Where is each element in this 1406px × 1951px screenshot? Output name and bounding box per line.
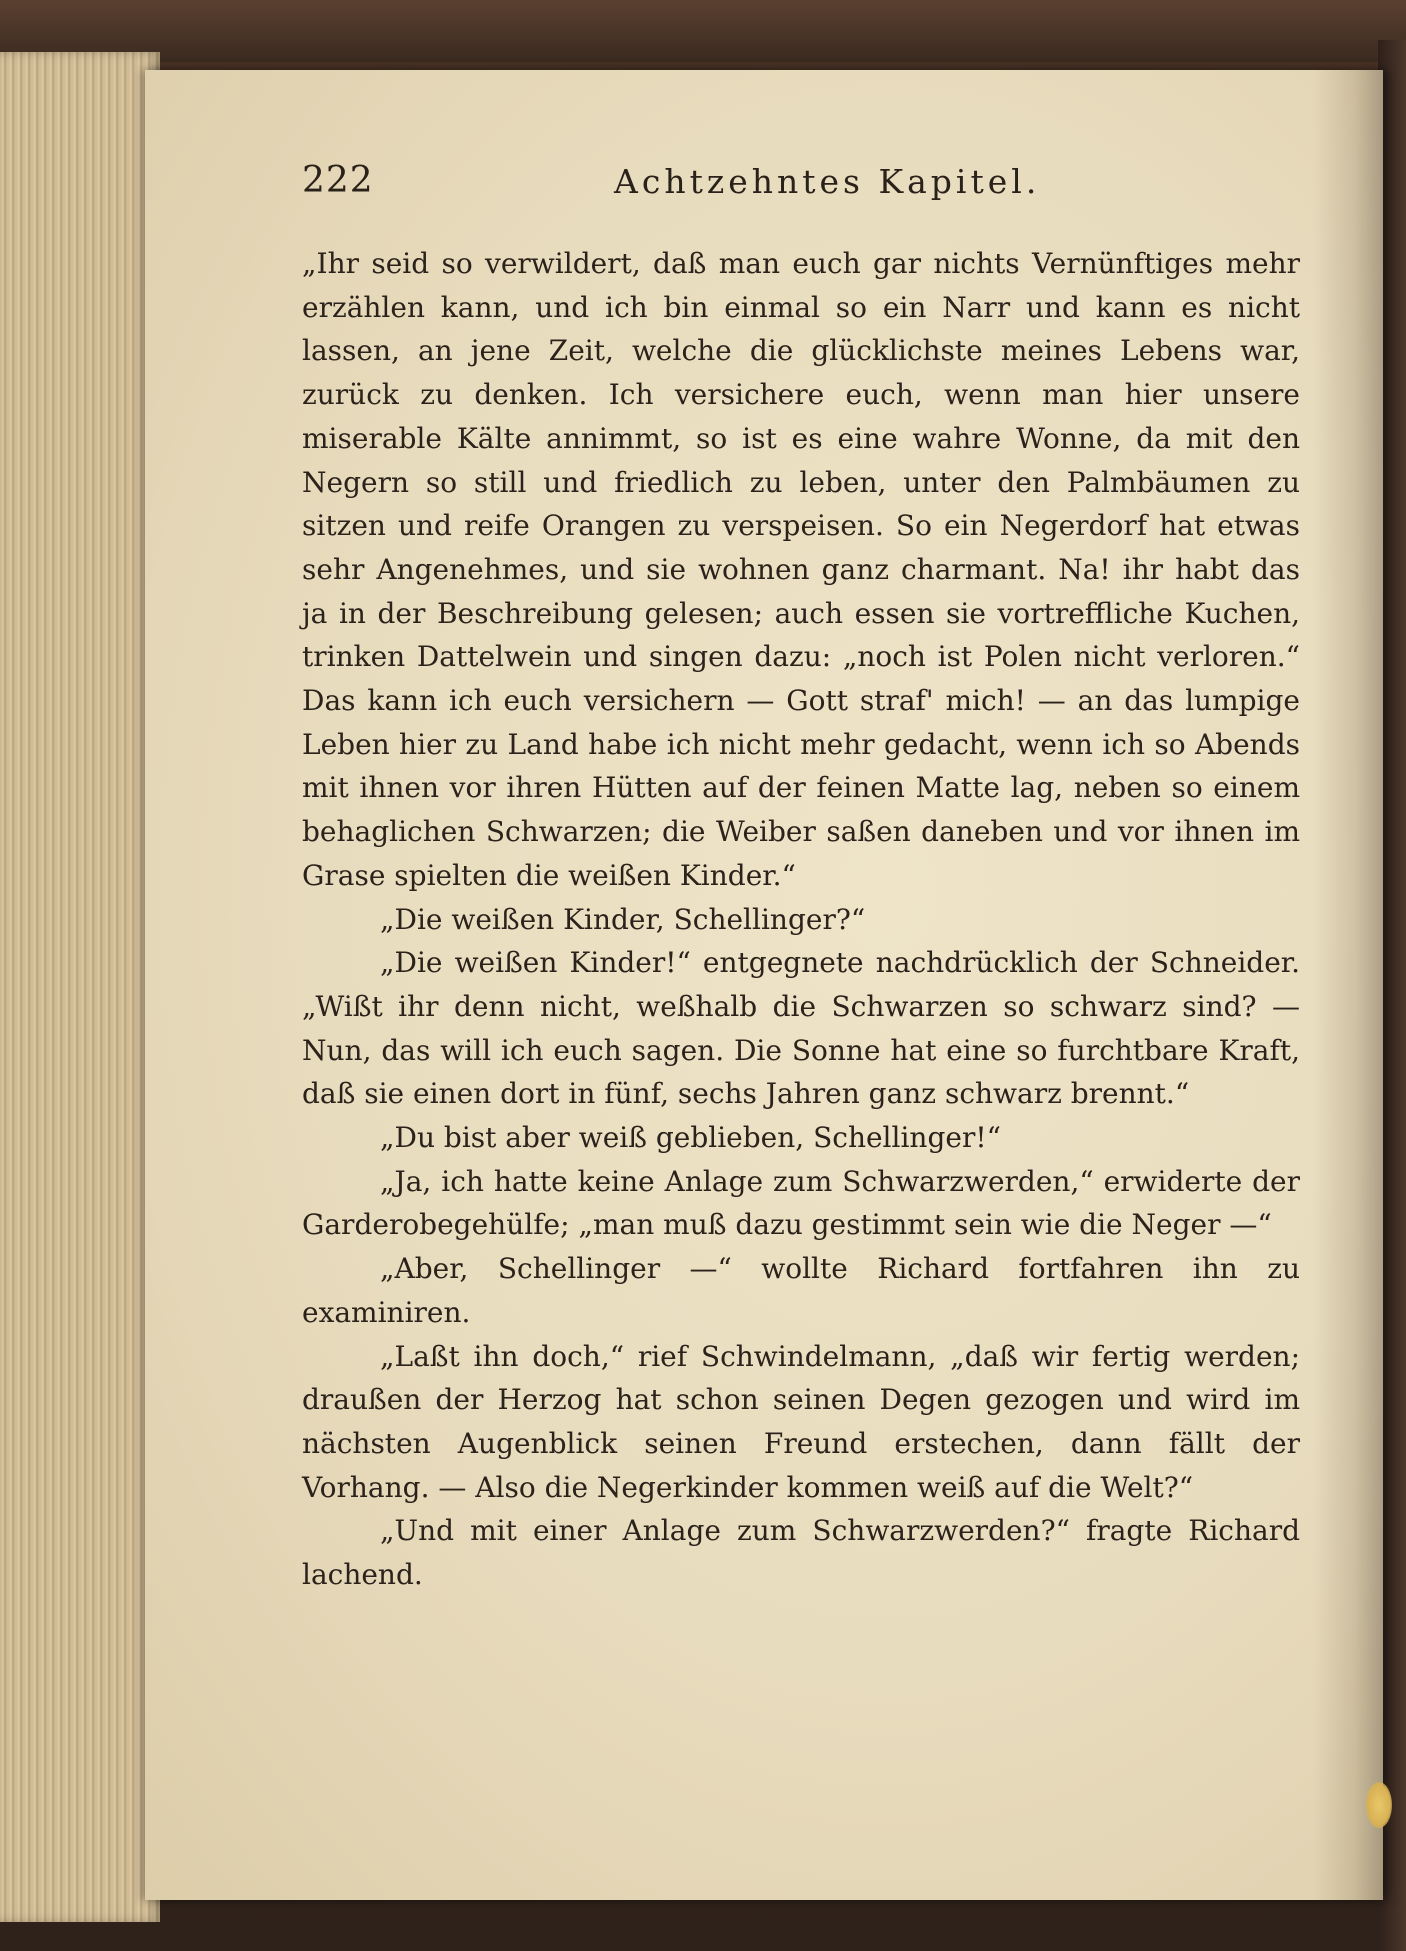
running-head: Achtzehntes Kapitel.: [614, 162, 1041, 201]
paragraph-6: „Aber, Schellinger —“ wollte Richard fortfahren ihn zu examiniren.: [302, 1252, 1300, 1329]
paper-stain: [1366, 1782, 1392, 1828]
paragraph-4: „Du bist aber weiß geblieben, Schellinger!“: [380, 1121, 1001, 1155]
body-text: [302, 242, 1300, 1597]
page-stack-edge: [0, 52, 160, 1922]
page-header: [302, 160, 1302, 210]
paragraph-8: „Und mit einer Anlage zum Schwarzwerden?“ fragte Richard lachend.: [302, 1514, 1300, 1592]
paragraph-5: „Ja, ich hatte keine Anlage zum Schwarzwerden,“ erwiderte der Garderobegehülfe; „man muß dazu gestimmt sein wie die Neger —“: [302, 1164, 1300, 1242]
paragraph-2: „Die weißen Kinder, Schellinger?“: [380, 902, 866, 936]
book-cover-edge: [0, 0, 1406, 62]
paragraph-7: „Laßt ihn doch,“ rief Schwindelmann, „daß wir fertig werden; draußen der Herzog hat schon seinen Degen gezogen und wird im nächsten Augenblick seinen Freund erstechen, dann fällt der Vorhang. — Also die Negerkinder kommen weiß auf die Welt?“: [302, 1339, 1300, 1504]
gutter-shadow: [1313, 70, 1383, 1900]
paragraph-3: „Die weißen Kinder!“ entgegnete nachdrücklich der Schneider. „Wißt ihr denn nicht, weßhalb die Schwarzen so schwarz sind? — Nun, das will ich euch sagen. Die Sonne hat eine so furchtbare Kraft, daß sie einen dort in fünf, sechs Jahren ganz schwarz brennt.“: [302, 946, 1300, 1111]
page-number: 222: [302, 160, 374, 201]
paragraph-1: „Ihr seid so verwildert, daß man euch gar nichts Vernünftiges mehr erzählen kann, und ich bin einmal so ein Narr und kann es nicht lassen, an jene Zeit, welche die glücklichste meines Lebens war, zurück zu denken. Ich versichere euch, wenn man hier unsere miserable Kälte annimmt, so ist es eine wahre Wonne, da mit den Negern so still und friedlich zu leben, unter den Palmbäumen zu sitzen und reife Orangen zu verspeisen. So ein Negerdorf hat etwas sehr Angenehmes, und sie wohnen ganz charmant. Na! ihr habt das ja in der Beschreibung gelesen; auch essen sie vortreffliche Kuchen, trinken Dattelwein und singen dazu: „noch ist Polen nicht verloren.“ Das kann ich euch versichern — Gott straf' mich! — an das lumpige Leben hier zu Land habe ich nicht mehr gedacht, wenn ich so Abends mit ihnen vor ihren Hütten auf der feinen Matte lag, neben so einem behaglichen Schwarzen; die Weiber saßen daneben und vor ihnen im Grase spielten die weißen Kinder.“: [302, 247, 1300, 892]
